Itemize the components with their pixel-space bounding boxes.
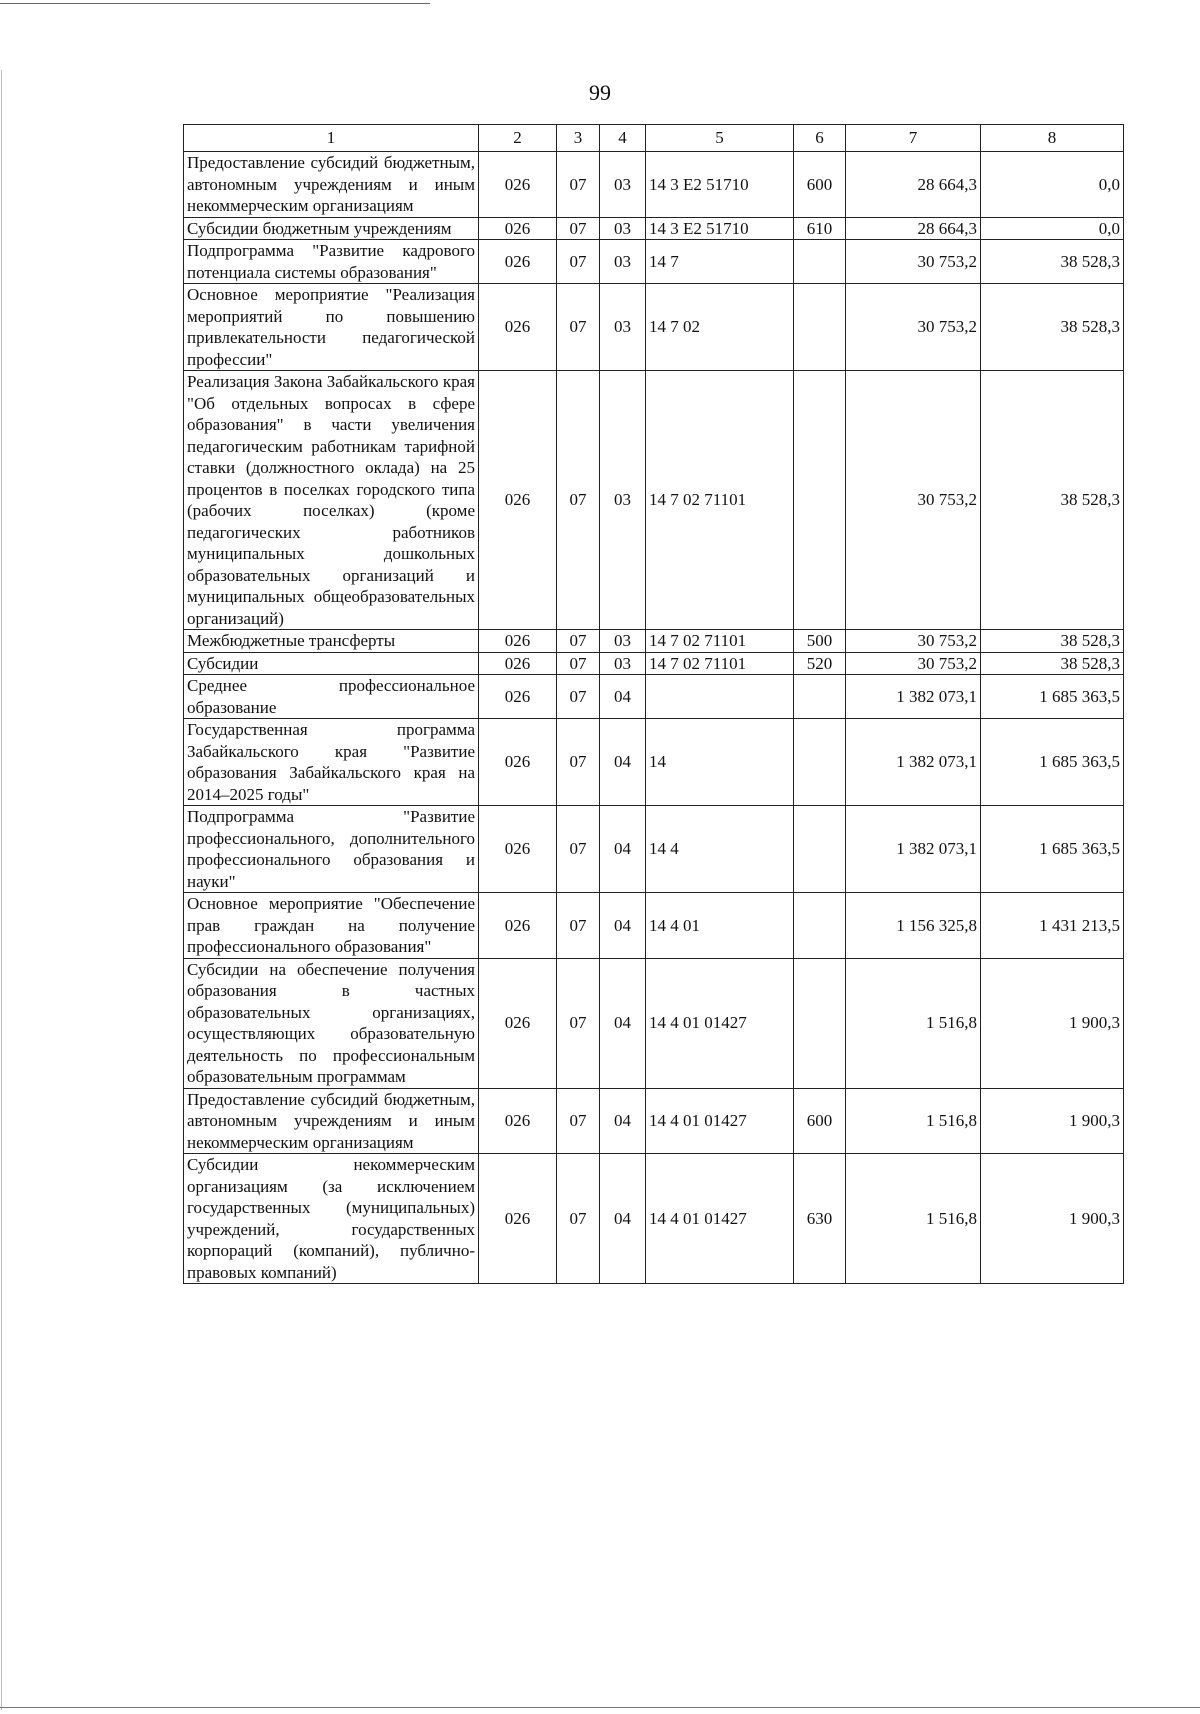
- row-target-article: 14 4 01: [646, 893, 794, 959]
- row-amount-col7: 30 753,2: [846, 240, 981, 284]
- row-expense-type: [794, 675, 846, 719]
- row-subsection-code: 04: [600, 1088, 646, 1154]
- scan-edge-left: [1, 70, 2, 1710]
- row-ministry-code: 026: [479, 652, 557, 675]
- row-ministry-code: 026: [479, 1088, 557, 1154]
- row-expense-type: [794, 371, 846, 630]
- row-name: Подпрограмма "Развитие профессионального, дополнительного профессионального образования и науки": [184, 806, 479, 893]
- row-expense-type: 610: [794, 217, 846, 240]
- row-ministry-code: 026: [479, 675, 557, 719]
- row-target-article: 14 7 02 71101: [646, 652, 794, 675]
- header-col-8: 8: [981, 125, 1124, 152]
- row-target-article: 14 3 Е2 51710: [646, 152, 794, 218]
- row-section-code: 07: [557, 1088, 600, 1154]
- row-amount-col7: 1 382 073,1: [846, 719, 981, 806]
- row-expense-type: [794, 806, 846, 893]
- row-ministry-code: 026: [479, 893, 557, 959]
- table-row: [184, 675, 1124, 719]
- row-amount-col8: 1 900,3: [981, 1154, 1124, 1284]
- row-section-code: 07: [557, 806, 600, 893]
- row-amount-col8: 1 685 363,5: [981, 806, 1124, 893]
- row-expense-type: 500: [794, 630, 846, 653]
- row-amount-col7: 1 516,8: [846, 1154, 981, 1284]
- table-row: [184, 806, 1124, 893]
- table-row: [184, 1154, 1124, 1284]
- row-name: Подпрограмма "Развитие кадрового потенциала системы образования": [184, 240, 479, 284]
- scan-edge-top: [0, 3, 430, 4]
- table-row: [184, 719, 1124, 806]
- row-section-code: 07: [557, 240, 600, 284]
- header-col-6: 6: [794, 125, 846, 152]
- row-ministry-code: 026: [479, 630, 557, 653]
- row-amount-col7: 30 753,2: [846, 630, 981, 653]
- row-name: Предоставление субсидий бюджетным, автономным учреждениям и иным некоммерческим организациям: [184, 152, 479, 218]
- row-ministry-code: 026: [479, 240, 557, 284]
- row-subsection-code: 04: [600, 806, 646, 893]
- row-amount-col8: 38 528,3: [981, 284, 1124, 371]
- row-ministry-code: 026: [479, 152, 557, 218]
- row-ministry-code: 026: [479, 958, 557, 1088]
- row-name: Субсидии: [184, 652, 479, 675]
- row-name: Субсидии на обеспечение получения образования в частных образовательных организациях, осуществляющих образовательную деятельность по профессиональным образовательным программам: [184, 958, 479, 1088]
- row-expense-type: 520: [794, 652, 846, 675]
- row-amount-col8: 1 431 213,5: [981, 893, 1124, 959]
- row-amount-col7: 1 156 325,8: [846, 893, 981, 959]
- row-section-code: 07: [557, 284, 600, 371]
- row-amount-col8: 1 900,3: [981, 1088, 1124, 1154]
- row-subsection-code: 04: [600, 958, 646, 1088]
- row-name: Реализация Закона Забайкальского края "Об отдельных вопросах в сфере образования" в части увеличения педагогическим работникам тарифной ставки (должностного оклада) на 25 процентов в поселках городского типа (рабочих поселках) (кроме педагогических работников муниципальных дошкольных образовательных организаций и муниципальных общеобразовательных организаций): [184, 371, 479, 630]
- row-amount-col8: 38 528,3: [981, 630, 1124, 653]
- row-target-article: 14 3 Е2 51710: [646, 217, 794, 240]
- row-amount-col7: 30 753,2: [846, 652, 981, 675]
- row-target-article: 14: [646, 719, 794, 806]
- row-section-code: 07: [557, 152, 600, 218]
- header-col-5: 5: [646, 125, 794, 152]
- row-amount-col8: 1 685 363,5: [981, 675, 1124, 719]
- row-ministry-code: 026: [479, 719, 557, 806]
- row-expense-type: [794, 958, 846, 1088]
- row-ministry-code: 026: [479, 1154, 557, 1284]
- table-row: [184, 284, 1124, 371]
- table-header-row: [184, 125, 1124, 152]
- row-subsection-code: 04: [600, 719, 646, 806]
- row-target-article: 14 7 02 71101: [646, 630, 794, 653]
- row-section-code: 07: [557, 371, 600, 630]
- row-name: Государственная программа Забайкальского края "Развитие образования Забайкальского края на 2014–2025 годы": [184, 719, 479, 806]
- row-target-article: 14 4: [646, 806, 794, 893]
- row-amount-col8: 0,0: [981, 217, 1124, 240]
- row-subsection-code: 04: [600, 893, 646, 959]
- table-row: [184, 240, 1124, 284]
- row-subsection-code: 03: [600, 217, 646, 240]
- row-name: Основное мероприятие "Обеспечение прав граждан на получение профессионального образования": [184, 893, 479, 959]
- table-row: [184, 1088, 1124, 1154]
- row-section-code: 07: [557, 675, 600, 719]
- row-amount-col8: 0,0: [981, 152, 1124, 218]
- row-name: Среднее профессиональное образование: [184, 675, 479, 719]
- table-row: [184, 652, 1124, 675]
- row-name: Предоставление субсидий бюджетным, автономным учреждениям и иным некоммерческим организациям: [184, 1088, 479, 1154]
- row-name: Субсидии некоммерческим организациям (за исключением государственных (муниципальных) учреждений, государственных корпораций (компаний), публично-правовых компаний): [184, 1154, 479, 1284]
- row-section-code: 07: [557, 217, 600, 240]
- table-row: [184, 371, 1124, 630]
- header-col-7: 7: [846, 125, 981, 152]
- row-amount-col8: 1 685 363,5: [981, 719, 1124, 806]
- row-expense-type: [794, 719, 846, 806]
- row-amount-col7: 30 753,2: [846, 284, 981, 371]
- row-amount-col7: 28 664,3: [846, 217, 981, 240]
- row-amount-col7: 1 516,8: [846, 958, 981, 1088]
- row-target-article: 14 7 02 71101: [646, 371, 794, 630]
- row-amount-col8: 38 528,3: [981, 371, 1124, 630]
- row-target-article: 14 4 01 01427: [646, 1154, 794, 1284]
- row-amount-col8: 38 528,3: [981, 652, 1124, 675]
- row-ministry-code: 026: [479, 806, 557, 893]
- row-expense-type: 600: [794, 152, 846, 218]
- row-target-article: 14 7: [646, 240, 794, 284]
- row-subsection-code: 03: [600, 371, 646, 630]
- scan-edge-bottom: [0, 1707, 1200, 1708]
- row-subsection-code: 03: [600, 152, 646, 218]
- row-section-code: 07: [557, 630, 600, 653]
- row-amount-col7: 1 382 073,1: [846, 675, 981, 719]
- table-row: [184, 958, 1124, 1088]
- row-name: Субсидии бюджетным учреждениям: [184, 217, 479, 240]
- row-expense-type: [794, 240, 846, 284]
- row-ministry-code: 026: [479, 217, 557, 240]
- table-row: [184, 217, 1124, 240]
- table-row: [184, 630, 1124, 653]
- row-target-article: 14 4 01 01427: [646, 1088, 794, 1154]
- row-amount-col7: 28 664,3: [846, 152, 981, 218]
- row-amount-col7: 1 382 073,1: [846, 806, 981, 893]
- table-row: [184, 152, 1124, 218]
- budget-table: [183, 124, 1124, 1284]
- row-subsection-code: 03: [600, 284, 646, 371]
- row-name: Межбюджетные трансферты: [184, 630, 479, 653]
- row-target-article: 14 7 02: [646, 284, 794, 371]
- row-subsection-code: 04: [600, 1154, 646, 1284]
- row-subsection-code: 03: [600, 630, 646, 653]
- row-name: Основное мероприятие "Реализация мероприятий по повышению привлекательности педагогической профессии": [184, 284, 479, 371]
- row-section-code: 07: [557, 1154, 600, 1284]
- row-amount-col8: 1 900,3: [981, 958, 1124, 1088]
- row-section-code: 07: [557, 719, 600, 806]
- header-col-3: 3: [557, 125, 600, 152]
- row-ministry-code: 026: [479, 371, 557, 630]
- table-row: [184, 893, 1124, 959]
- page-number: 99: [589, 80, 611, 105]
- row-subsection-code: 03: [600, 240, 646, 284]
- row-subsection-code: 04: [600, 675, 646, 719]
- row-expense-type: 600: [794, 1088, 846, 1154]
- header-col-1: 1: [184, 125, 479, 152]
- row-expense-type: [794, 893, 846, 959]
- row-section-code: 07: [557, 958, 600, 1088]
- row-target-article: 14 4 01 01427: [646, 958, 794, 1088]
- row-expense-type: 630: [794, 1154, 846, 1284]
- row-subsection-code: 03: [600, 652, 646, 675]
- row-section-code: 07: [557, 893, 600, 959]
- row-amount-col7: 30 753,2: [846, 371, 981, 630]
- header-col-2: 2: [479, 125, 557, 152]
- row-ministry-code: 026: [479, 284, 557, 371]
- header-col-4: 4: [600, 125, 646, 152]
- row-expense-type: [794, 284, 846, 371]
- row-section-code: 07: [557, 652, 600, 675]
- row-amount-col8: 38 528,3: [981, 240, 1124, 284]
- row-target-article: [646, 675, 794, 719]
- row-amount-col7: 1 516,8: [846, 1088, 981, 1154]
